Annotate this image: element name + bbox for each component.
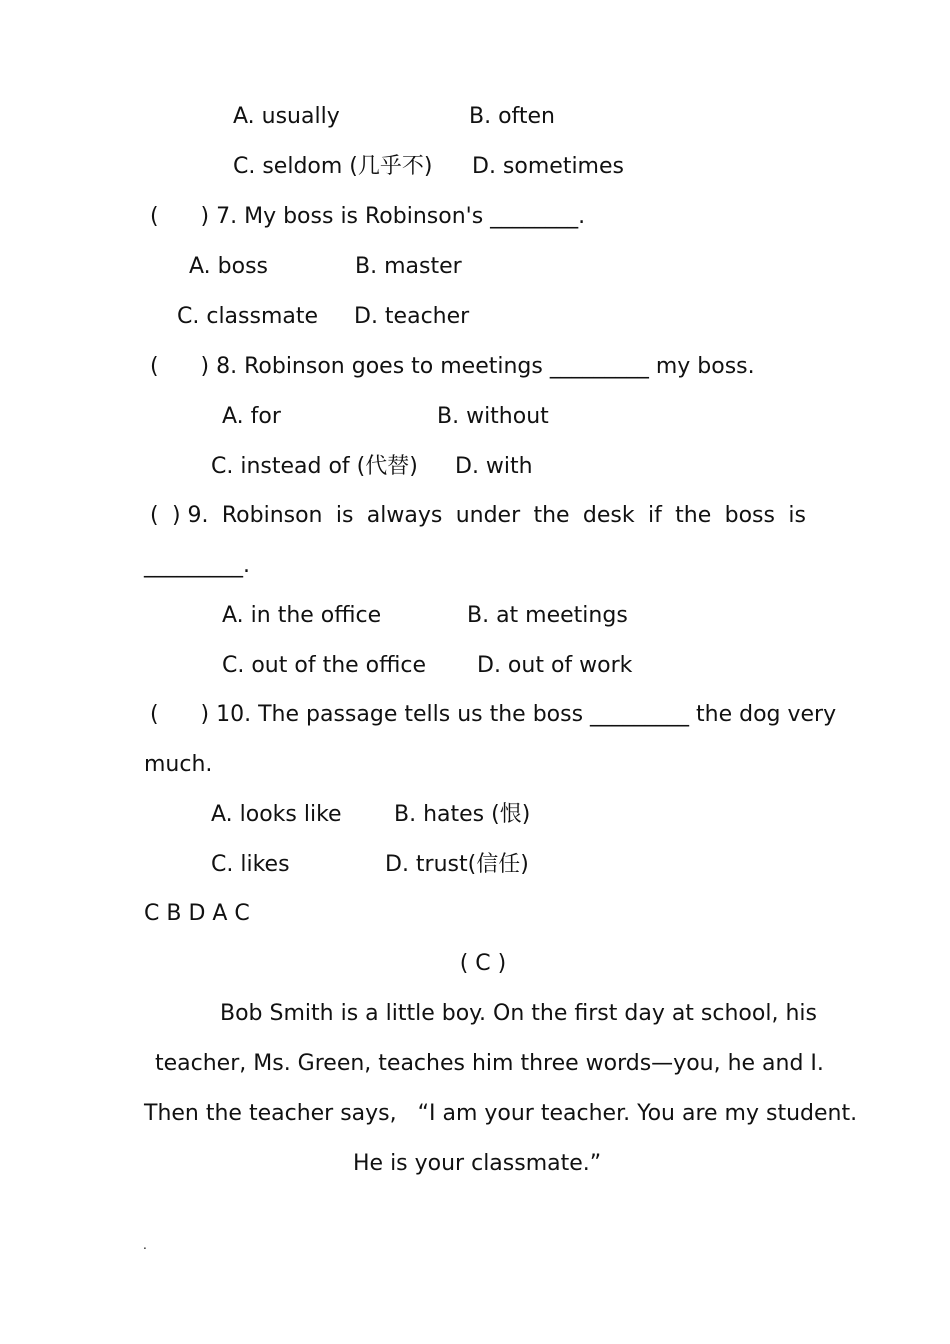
q9-word: is [788,503,806,528]
q9-word: the [533,503,570,528]
q9-word: under [455,503,521,528]
q8-option-c: C. instead of (代替) [211,454,418,479]
q7-option-d: D. teacher [354,304,470,329]
q9-option-b: B. at meetings [467,603,628,628]
q8-option-a: A. for [222,404,281,429]
q9-word: ) 9. [171,503,209,528]
q10-option-a: A. looks like [211,802,342,827]
passage-line-2: teacher, Ms. Green, teaches him three words—you, he and I. [155,1051,824,1076]
q9-option-d: D. out of work [477,653,633,678]
q9-word: desk [582,503,635,528]
q10-option-c: C. likes [211,852,290,877]
q9-stem [150,501,806,531]
q10-option-b: B. hates (恨) [394,802,531,827]
q9-stem-continuation: _________. [144,553,250,578]
q9-option-a: A. in the office [222,603,382,628]
q6-option-a: A. usually [233,104,340,129]
q9-word: is [335,503,354,528]
q6-option-c: C. seldom (几乎不) [233,154,433,179]
q10-stem: ( ) 10. The passage tells us the boss _________ the dog very [150,702,837,727]
q9-option-c: C. out of the office [222,653,427,678]
q6-option-b: B. often [469,104,556,129]
q8-option-d: D. with [455,454,533,479]
answer-key: C B D A C [144,901,250,926]
q6-option-d: D. sometimes [472,154,624,179]
q9-word: ( [150,503,159,528]
q9-word: Robinson [221,503,323,528]
footer-mark: . [143,1238,147,1252]
q9-word: the [675,503,712,528]
passage-line-4: He is your classmate.” [353,1151,602,1176]
q7-option-c: C. classmate [177,304,319,329]
section-heading: ( C ) [459,951,507,976]
q9-word: boss [724,503,775,528]
q7-option-a: A. boss [189,254,268,279]
passage-line-1: Bob Smith is a little boy. On the first day at school, his [220,1001,817,1026]
passage-line-3: Then the teacher says, “I am your teacher. You are my student. [144,1101,858,1126]
q7-option-b: B. master [355,254,462,279]
q10-option-d: D. trust(信任) [385,852,529,877]
q9-word: if [647,503,662,528]
q9-word: always [366,503,443,528]
q8-option-b: B. without [437,404,549,429]
q8-stem: ( ) 8. Robinson goes to meetings _________ my boss. [150,354,755,379]
q10-stem-continuation: much. [144,752,213,777]
q7-stem: ( ) 7. My boss is Robinson's ________. [150,204,586,229]
